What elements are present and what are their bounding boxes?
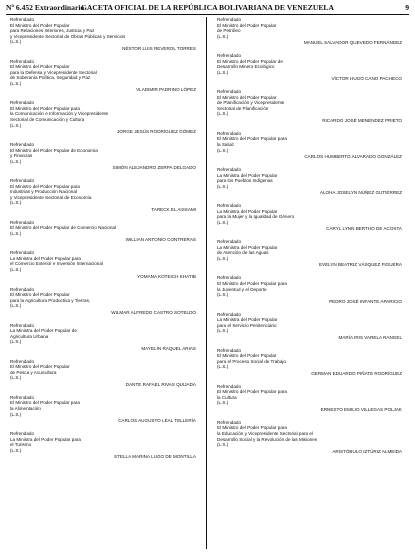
endorsement-heading: Refrendado xyxy=(10,100,35,106)
endorsement-line: (L.S.) xyxy=(10,411,22,417)
endorsement-line: la Cultura xyxy=(217,394,237,400)
endorsement-line: (L.S.) xyxy=(217,364,229,370)
endorsement-heading: Refrendado xyxy=(10,286,35,292)
endorsement-line: Desarrollo Minero Ecológico xyxy=(217,64,275,70)
endorsement-block xyxy=(217,89,402,123)
left-column xyxy=(10,17,196,467)
signatory-name: CARLOS HUMBERTO ALVARADO GONZÁLEZ xyxy=(304,154,402,160)
endorsement-line: el Turismo xyxy=(10,442,32,448)
endorsement-heading: Refrendado xyxy=(10,431,35,437)
endorsement-heading: Refrendado xyxy=(217,275,242,281)
signatory-name: VLADIMIR PADRINO LÓPEZ xyxy=(136,87,196,93)
endorsement-heading: Refrendado xyxy=(10,17,35,22)
endorsement-block xyxy=(217,131,402,160)
endorsement-heading: Refrendado xyxy=(217,203,242,209)
endorsement-line: El Ministro del Poder Popular para xyxy=(10,400,80,406)
endorsement-line: (L.S.) xyxy=(10,447,22,453)
signatory-name: RICARDO JOSÉ MENÉNDEZ PRIETO xyxy=(322,117,402,123)
endorsement-heading: Refrendado xyxy=(10,219,35,225)
signatory-name: ALOHA JOSELYN NÚÑEZ GUTIÉRREZ xyxy=(319,190,402,196)
endorsement-line: (L.S.) xyxy=(217,328,229,334)
signatory-name: WILLIAN ANTONIO CONTRERAS xyxy=(125,237,196,243)
signatory-name: GERMAN EDUARDO PIÑATE RODRÍGUEZ xyxy=(311,370,402,376)
endorsement-block xyxy=(217,17,402,46)
endorsement-line: la Alimentación xyxy=(10,405,41,411)
endorsement-block xyxy=(10,178,196,212)
endorsement-line: (L.S.) xyxy=(10,39,22,45)
endorsement-block xyxy=(217,275,402,304)
endorsement-block xyxy=(10,395,196,424)
endorsement-block xyxy=(10,359,196,388)
signatory-name: MAYELIN RAQUEL ARIAS xyxy=(141,345,196,351)
endorsement-line: (L.S.) xyxy=(217,400,229,406)
endorsement-block xyxy=(10,100,196,134)
signatory-name: CARLOS AUGUSTO LEAL TELLERÍA xyxy=(118,418,196,424)
signatory-name: STELLA MARINA LUGO DE MONTILLA xyxy=(114,454,196,460)
right-column xyxy=(217,17,402,462)
endorsement-line: la Juventud y el Deporte xyxy=(217,286,267,292)
endorsement-heading: Refrendado xyxy=(217,17,242,22)
endorsement-line: (L.S.) xyxy=(10,158,22,164)
endorsement-heading: Refrendado xyxy=(10,358,35,364)
endorsement-line: (L.S.) xyxy=(10,267,22,273)
endorsement-line: El Ministro del Poder Popular xyxy=(217,353,277,359)
endorsement-block xyxy=(10,142,196,171)
gazette-title: GACETA OFICIAL DE LA REPÚBLICA BOLIVARIANA DE VENEZUELA xyxy=(81,3,334,12)
page-header xyxy=(6,2,409,15)
endorsement-line: de Petróleo xyxy=(217,28,241,34)
endorsement-line: Industrias y Producción Nacional xyxy=(10,189,77,195)
signatory-name: MANUEL SALVADOR QUEVEDO FERNÁNDEZ xyxy=(303,40,402,46)
signatory-name: JORGE JESÚS RODRÍGUEZ GÓMEZ xyxy=(117,129,196,135)
endorsement-block xyxy=(10,250,196,279)
endorsement-line: (L.S.) xyxy=(217,69,229,75)
endorsement-heading: Refrendado xyxy=(10,142,35,148)
endorsement-line: La Ministra del Poder Popular xyxy=(217,244,278,250)
endorsement-heading: Refrendado xyxy=(10,250,35,256)
endorsement-line: El Ministro del Poder Popular para xyxy=(217,425,287,431)
endorsement-line: El Ministro del Poder Popular de Economía xyxy=(10,147,98,153)
page-number: 9 xyxy=(405,3,409,12)
endorsement-line: para la Mujer y la Igualdad de Género xyxy=(217,214,295,220)
endorsement-line: El Ministro del Poder Popular xyxy=(10,292,70,298)
endorsement-block xyxy=(217,420,402,454)
endorsement-line: (L.S.) xyxy=(217,255,229,261)
endorsement-line: el Comercio Exterior e Inversión Internacional xyxy=(10,261,103,267)
endorsement-heading: Refrendado xyxy=(217,311,242,317)
endorsement-line: La Ministra del Poder Popular xyxy=(217,172,278,178)
signatory-name: ERNESTO EMILIO VILLEGAS POLJAK xyxy=(320,406,402,412)
endorsement-line: El Ministro del Poder Popular xyxy=(10,22,70,28)
endorsement-line: (L.S.) xyxy=(10,122,22,128)
endorsement-line: El Ministro del Poder Popular para xyxy=(217,136,287,142)
endorsement-line: Sectorial de Comunicación y Cultura xyxy=(10,116,85,122)
endorsement-line: (L.S.) xyxy=(217,111,229,117)
endorsement-line: de Soberanía Política, Seguridad y Paz xyxy=(10,75,91,81)
endorsement-heading: Refrendado xyxy=(217,419,242,425)
endorsement-line: Agricultura Urbana xyxy=(10,333,49,339)
endorsement-block xyxy=(217,239,402,268)
endorsement-block xyxy=(217,348,402,377)
signatory-name: TARECK EL AISSAMI xyxy=(151,206,196,212)
endorsement-heading: Refrendado xyxy=(217,130,242,136)
endorsement-line: La Ministra del Poder Popular de xyxy=(10,328,77,334)
endorsement-heading: Refrendado xyxy=(217,89,242,95)
signatory-name: NÉSTOR LUIS REVEROL TORRES xyxy=(122,45,196,51)
endorsement-block xyxy=(217,167,402,196)
endorsement-line: la Comunicación e Información y Vicepresidente xyxy=(10,111,109,117)
endorsement-heading: Refrendado xyxy=(217,383,242,389)
endorsement-line: (L.S.) xyxy=(217,147,229,153)
endorsement-block xyxy=(10,287,196,316)
endorsement-heading: Refrendado xyxy=(217,167,242,173)
signatory-name: MARÍA IRIS VARELA RANGEL xyxy=(338,334,402,340)
endorsement-line: El Ministro del Poder Popular de Comercio Nacional xyxy=(10,225,116,231)
signatory-name: VÍCTOR HUGO CANO PACHECO xyxy=(331,76,402,82)
endorsement-block xyxy=(10,220,196,243)
endorsement-line: para la Defensa y Vicepresidente Sectorial xyxy=(10,69,97,75)
endorsement-heading: Refrendado xyxy=(217,347,242,353)
endorsement-heading: Refrendado xyxy=(10,58,35,64)
endorsement-line: (L.S.) xyxy=(217,292,229,298)
endorsement-line: El Ministro del Poder Popular xyxy=(217,22,277,28)
endorsement-line: El Ministro del Poder Popular xyxy=(10,64,70,70)
signatory-name: ARISTÓBULO IZTÚRIZ ALMEIDA xyxy=(332,448,402,454)
endorsement-line: El Ministro del Poder Popular xyxy=(10,364,70,370)
endorsement-line: de Planificación y Vicepresidente xyxy=(217,100,285,106)
endorsement-heading: Refrendado xyxy=(217,53,242,59)
endorsement-line: para el Servicio Penitenciario xyxy=(217,322,277,328)
endorsement-line: (L.S.) xyxy=(10,375,22,381)
endorsement-block xyxy=(10,323,196,352)
endorsement-line: (L.S.) xyxy=(10,230,22,236)
endorsement-line: Sectorial de Planificación xyxy=(217,105,269,111)
endorsement-line: de Pesca y Acuicultura xyxy=(10,369,57,375)
endorsement-line: El Ministro del Poder Popular xyxy=(217,94,277,100)
endorsement-line: (L.S.) xyxy=(10,303,22,309)
endorsement-line: (L.S.) xyxy=(10,339,22,345)
endorsement-line: La Ministra del Poder Popular para xyxy=(10,436,81,442)
endorsement-heading: Refrendado xyxy=(10,322,35,328)
endorsement-line: la Educación y Vicepresidente Sectorial para el xyxy=(217,431,313,437)
endorsement-line: El Ministro del Poder Popular para xyxy=(217,280,287,286)
endorsement-block xyxy=(217,384,402,413)
endorsement-line: (L.S.) xyxy=(217,33,229,39)
column-divider xyxy=(206,17,207,549)
endorsement-block xyxy=(217,203,402,232)
endorsement-block xyxy=(10,59,196,93)
endorsement-heading: Refrendado xyxy=(10,394,35,400)
endorsement-line: (L.S.) xyxy=(217,219,229,225)
endorsement-line: El Ministro del Poder Popular para xyxy=(217,389,287,395)
endorsement-block xyxy=(10,17,196,51)
endorsement-line: La Ministra del Poder Popular para xyxy=(10,255,81,261)
signatory-name: CARYL LYNN BERTHO DE ACOSTA xyxy=(326,226,402,232)
endorsement-line: y Vicepresidente Sectorial de Obras Públicas y Servicios xyxy=(10,33,126,39)
endorsement-line: para la Agricultura Productiva y Tierras, xyxy=(10,297,91,303)
signatory-name: WILMAR ALFREDO CASTRO SOTELDO xyxy=(111,309,196,315)
endorsement-block xyxy=(217,53,402,82)
endorsement-line: (L.S.) xyxy=(10,80,22,86)
endorsement-line: La Ministra del Poder Popular xyxy=(217,317,278,323)
signatory-name: EVELYN BEATRIZ VÁSQUEZ FIGUERA xyxy=(318,262,402,268)
endorsement-line: (L.S.) xyxy=(10,200,22,206)
signatory-name: YOMANA KOTEICH KHATIB xyxy=(137,273,196,279)
issue-number: Nº 6.452 Extraordinario xyxy=(6,3,85,12)
endorsement-line: la Salud xyxy=(217,142,234,148)
endorsement-line: El Ministro del Poder Popular para xyxy=(10,105,80,111)
endorsement-line: El Ministro del Poder Popular para xyxy=(10,183,80,189)
endorsement-line: Desarrollo Social y la Revolución de las Misiones xyxy=(217,436,318,442)
endorsement-heading: Refrendado xyxy=(10,178,35,184)
endorsement-block xyxy=(10,431,196,460)
endorsement-line: (L.S.) xyxy=(217,183,229,189)
endorsement-line: para el Proceso Social de Trabajo xyxy=(217,358,286,364)
endorsement-line: El Ministro del Poder Popular de xyxy=(217,58,283,64)
endorsement-line: (L.S.) xyxy=(217,442,229,448)
endorsement-line: para Relaciones Interiores, Justicia y Paz xyxy=(10,28,95,34)
endorsement-line: para los Pueblos Indígenas xyxy=(217,178,273,184)
endorsement-line: y Vicepresidente Sectorial de Economía xyxy=(10,194,92,200)
endorsement-line: La Ministra del Poder Popular xyxy=(217,208,278,214)
endorsement-line: y Finanzas xyxy=(10,153,33,159)
endorsement-block xyxy=(217,312,402,341)
endorsement-line: de Atención de las Aguas xyxy=(217,250,269,256)
signatory-name: DANTE RAFAEL RIVAS QUIJADA xyxy=(125,381,196,387)
signatory-name: PEDRO JOSÉ INFANTE APARICIO xyxy=(329,298,402,304)
signatory-name: SIMÓN ALEJANDRO ZERPA DELGADO xyxy=(112,165,196,171)
endorsement-heading: Refrendado xyxy=(217,239,242,245)
